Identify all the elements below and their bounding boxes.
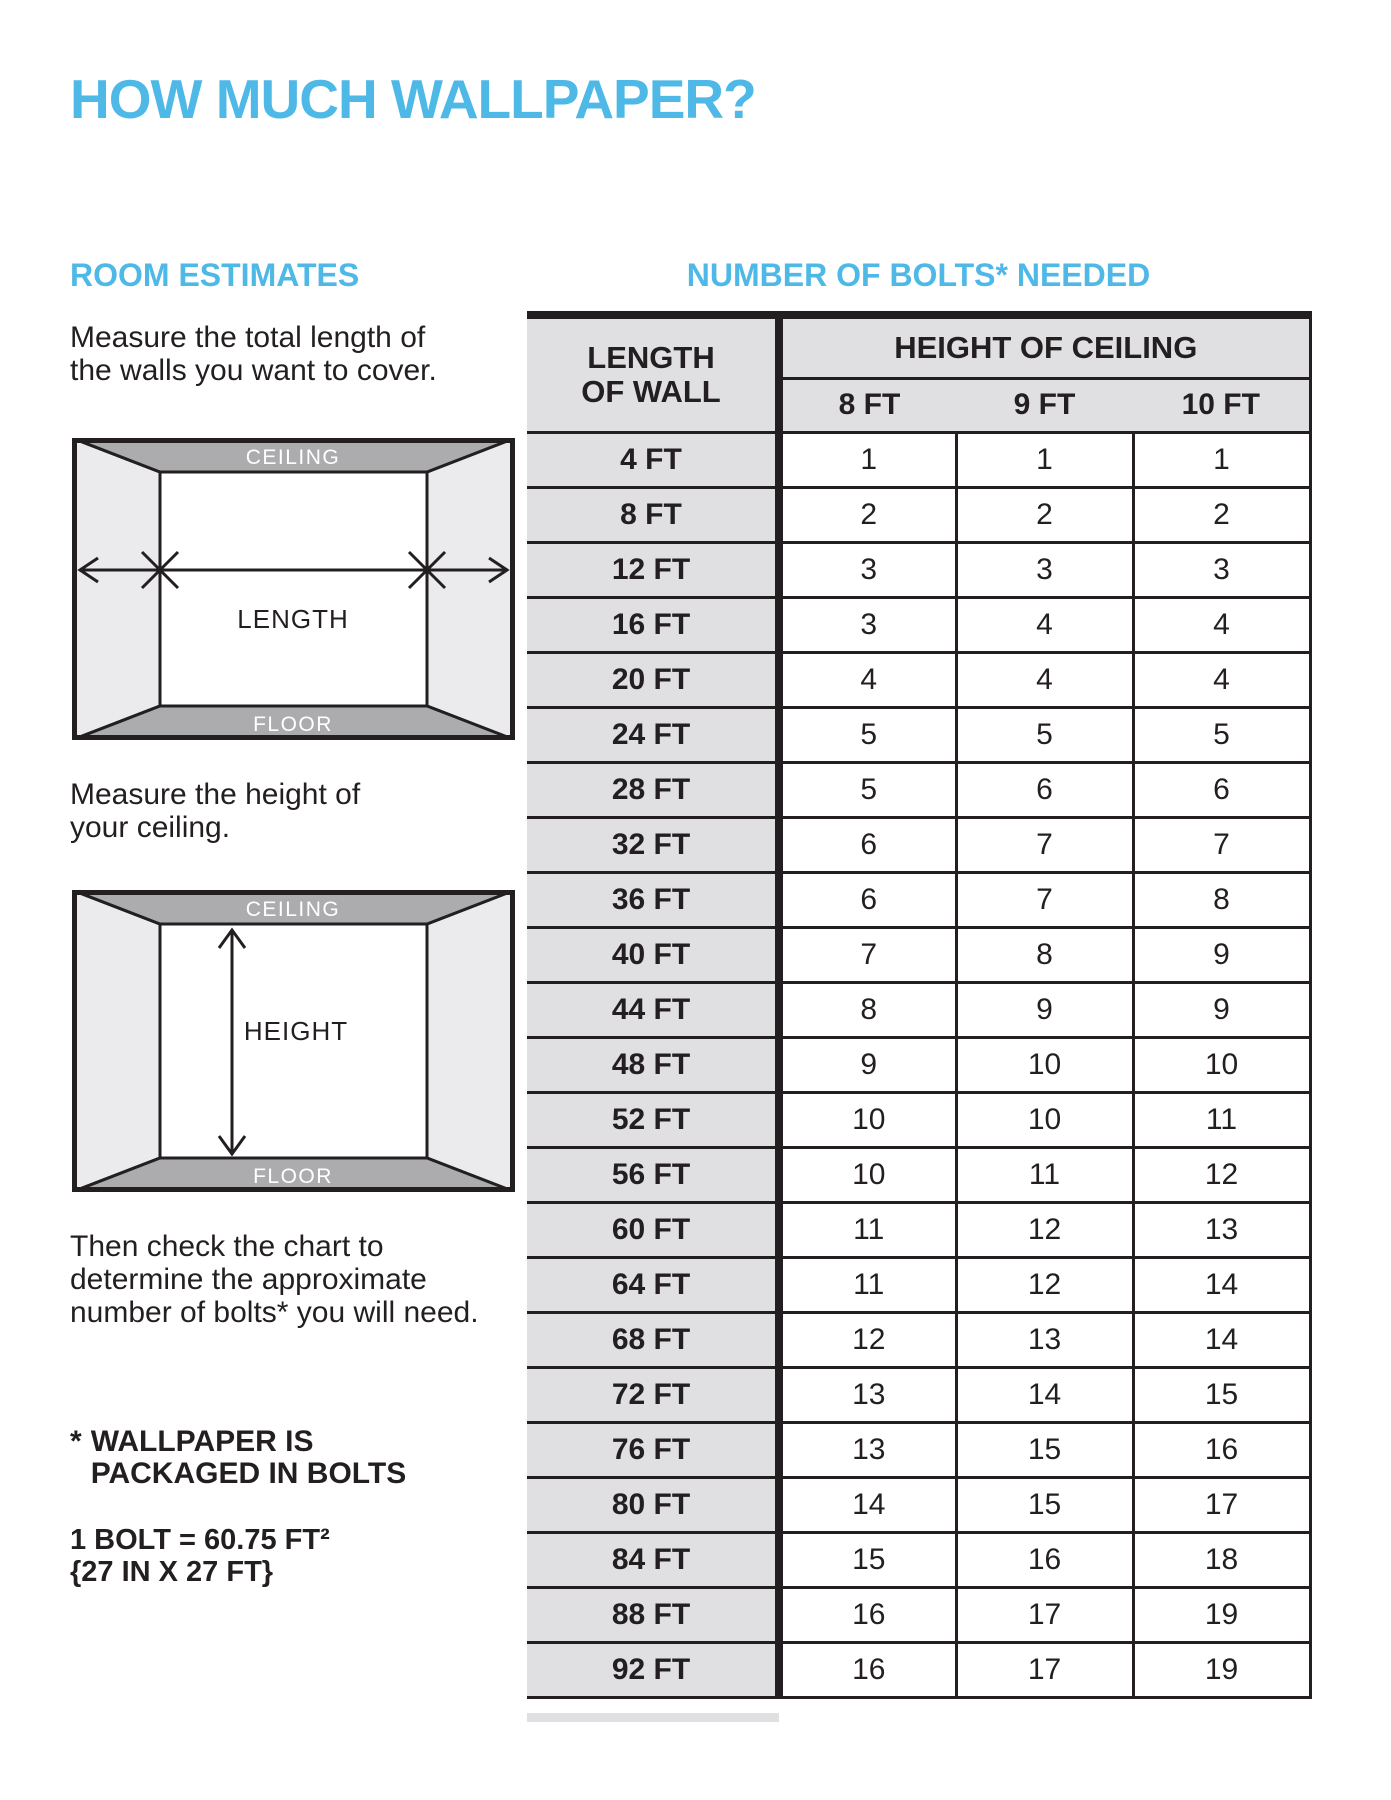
text-line: {27 IN X 27 FT} — [70, 1556, 274, 1588]
room-estimates-heading: ROOM ESTIMATES — [70, 257, 360, 293]
left-wall-panel — [72, 438, 160, 740]
row-label-cell: 12 FT — [527, 542, 779, 597]
footnote-asterisk: * — [70, 1425, 82, 1458]
value-cell: 16 — [779, 1587, 956, 1642]
row-label-cell: 48 FT — [527, 1037, 779, 1092]
value-cell: 3 — [779, 542, 956, 597]
value-cell: 2 — [779, 487, 956, 542]
text-line: Measure the height of — [70, 778, 361, 811]
row-label-cell: 80 FT — [527, 1477, 779, 1532]
value-cell: 18 — [1133, 1532, 1310, 1587]
ceiling-label: CEILING — [245, 898, 341, 921]
value-cell: 4 — [779, 652, 956, 707]
value-cell: 17 — [1133, 1477, 1310, 1532]
row-label-cell: 76 FT — [527, 1422, 779, 1477]
text-line: determine the approximate — [70, 1263, 427, 1296]
table-row — [527, 1587, 1310, 1642]
right-wall-panel — [427, 438, 515, 740]
table-row — [527, 1367, 1310, 1422]
value-cell: 9 — [779, 1037, 956, 1092]
value-cell: 11 — [779, 1257, 956, 1312]
value-cell: 17 — [956, 1642, 1133, 1697]
text-line: your ceiling. — [70, 811, 231, 844]
value-cell: 2 — [956, 487, 1133, 542]
value-cell: 13 — [779, 1422, 956, 1477]
table-row — [527, 982, 1310, 1037]
table-row — [527, 1037, 1310, 1092]
row-label-cell: 4 FT — [527, 432, 779, 487]
value-cell: 13 — [1133, 1202, 1310, 1257]
table-row — [527, 487, 1310, 542]
value-cell: 4 — [1133, 597, 1310, 652]
value-cell: 1 — [1133, 432, 1310, 487]
text-line: the walls you want to cover. — [70, 354, 437, 387]
value-cell: 14 — [956, 1367, 1133, 1422]
row-label-cell: 56 FT — [527, 1147, 779, 1202]
value-cell: 4 — [1133, 652, 1310, 707]
page-title: HOW MUCH WALLPAPER? — [70, 68, 756, 130]
value-cell: 10 — [779, 1147, 956, 1202]
value-cell: 5 — [1133, 707, 1310, 762]
header-row-group — [527, 315, 1310, 378]
row-label-cell: 40 FT — [527, 927, 779, 982]
row-label-cell: 52 FT — [527, 1092, 779, 1147]
value-cell: 15 — [956, 1422, 1133, 1477]
table-row — [527, 707, 1310, 762]
value-cell: 10 — [1133, 1037, 1310, 1092]
row-label-cell: 20 FT — [527, 652, 779, 707]
value-cell: 6 — [779, 872, 956, 927]
table-row — [527, 1147, 1310, 1202]
value-cell: 9 — [1133, 927, 1310, 982]
instruction-measure-height — [70, 778, 360, 844]
col-header-10ft: 10 FT — [1133, 378, 1310, 432]
table-row — [527, 432, 1310, 487]
length-label: LENGTH — [237, 604, 349, 634]
text-line: 1 BOLT = 60.75 FT² — [70, 1524, 330, 1556]
floor-label: FLOOR — [253, 713, 333, 736]
value-cell: 10 — [956, 1092, 1133, 1147]
value-cell: 6 — [956, 762, 1133, 817]
back-wall-panel — [160, 472, 427, 706]
value-cell: 5 — [779, 762, 956, 817]
value-cell: 4 — [956, 597, 1133, 652]
row-label-cell: 8 FT — [527, 487, 779, 542]
value-cell: 10 — [956, 1037, 1133, 1092]
value-cell: 19 — [1133, 1587, 1310, 1642]
table-row — [527, 597, 1310, 652]
text-line: Measure the total length of — [70, 321, 426, 354]
text-line: Then check the chart to — [70, 1230, 384, 1263]
value-cell: 12 — [779, 1312, 956, 1367]
value-cell: 7 — [956, 817, 1133, 872]
floor-label: FLOOR — [253, 1165, 333, 1188]
table-row — [527, 652, 1310, 707]
value-cell: 6 — [1133, 762, 1310, 817]
row-label-cell: 92 FT — [527, 1642, 779, 1697]
table-row — [527, 817, 1310, 872]
value-cell: 2 — [1133, 487, 1310, 542]
room-height-diagram — [72, 890, 515, 1192]
value-cell: 14 — [1133, 1312, 1310, 1367]
value-cell: 10 — [779, 1092, 956, 1147]
table-row — [527, 1202, 1310, 1257]
value-cell: 16 — [1133, 1422, 1310, 1477]
table-left-column-tab — [527, 1713, 779, 1722]
value-cell: 9 — [956, 982, 1133, 1037]
row-label-cell: 68 FT — [527, 1312, 779, 1367]
value-cell: 11 — [779, 1202, 956, 1257]
table-row — [527, 1422, 1310, 1477]
value-cell: 7 — [1133, 817, 1310, 872]
value-cell: 17 — [956, 1587, 1133, 1642]
value-cell: 5 — [956, 707, 1133, 762]
table-row — [527, 1532, 1310, 1587]
row-label-cell: 16 FT — [527, 597, 779, 652]
value-cell: 16 — [779, 1642, 956, 1697]
value-cell: 19 — [1133, 1642, 1310, 1697]
table-row — [527, 542, 1310, 597]
value-cell: 12 — [956, 1202, 1133, 1257]
table-header — [527, 315, 1310, 432]
value-cell: 15 — [956, 1477, 1133, 1532]
value-cell: 11 — [956, 1147, 1133, 1202]
value-cell: 3 — [779, 597, 956, 652]
row-label-cell: 60 FT — [527, 1202, 779, 1257]
instruction-measure-length — [70, 321, 437, 387]
row-label-cell: 32 FT — [527, 817, 779, 872]
value-cell: 14 — [1133, 1257, 1310, 1312]
table-body — [527, 432, 1310, 1697]
row-label-cell: 36 FT — [527, 872, 779, 927]
bolts-needed-heading: NUMBER OF BOLTS* NEEDED — [686, 257, 1151, 293]
value-cell: 14 — [779, 1477, 956, 1532]
text-line: PACKAGED IN BOLTS — [90, 1457, 407, 1490]
footnote-text — [91, 1426, 407, 1490]
value-cell: 1 — [956, 432, 1133, 487]
table-row — [527, 1092, 1310, 1147]
table-row — [527, 1642, 1310, 1697]
table-row — [527, 762, 1310, 817]
text-line: number of bolts* you will need. — [70, 1296, 479, 1329]
height-of-ceiling-header: HEIGHT OF CEILING — [779, 315, 1310, 378]
value-cell: 9 — [1133, 982, 1310, 1037]
value-cell: 5 — [779, 707, 956, 762]
row-label-cell: 64 FT — [527, 1257, 779, 1312]
value-cell: 1 — [779, 432, 956, 487]
value-cell: 12 — [1133, 1147, 1310, 1202]
col-header-9ft: 9 FT — [956, 378, 1133, 432]
value-cell: 7 — [956, 872, 1133, 927]
table-row — [527, 1312, 1310, 1367]
value-cell: 15 — [779, 1532, 956, 1587]
table-row — [527, 927, 1310, 982]
height-label: HEIGHT — [243, 1016, 349, 1046]
ceiling-label: CEILING — [245, 446, 341, 469]
text-line: LENGTH — [587, 339, 715, 375]
value-cell: 3 — [1133, 542, 1310, 597]
table-row — [527, 1257, 1310, 1312]
value-cell: 13 — [956, 1312, 1133, 1367]
bolts-table — [527, 311, 1312, 1699]
instruction-check-chart — [70, 1230, 479, 1329]
table-row — [527, 872, 1310, 927]
bolt-size-info — [70, 1524, 330, 1588]
room-length-diagram — [72, 438, 515, 740]
value-cell: 4 — [956, 652, 1133, 707]
text-line: WALLPAPER IS — [90, 1425, 314, 1458]
value-cell: 13 — [779, 1367, 956, 1422]
value-cell: 15 — [1133, 1367, 1310, 1422]
wallpaper-footnote — [70, 1426, 406, 1490]
value-cell: 8 — [956, 927, 1133, 982]
value-cell: 11 — [1133, 1092, 1310, 1147]
row-label-cell: 28 FT — [527, 762, 779, 817]
row-label-cell: 88 FT — [527, 1587, 779, 1642]
value-cell: 8 — [779, 982, 956, 1037]
value-cell: 8 — [1133, 872, 1310, 927]
table-row — [527, 1477, 1310, 1532]
value-cell: 12 — [956, 1257, 1133, 1312]
right-wall-panel — [427, 890, 515, 1192]
row-label-cell: 24 FT — [527, 707, 779, 762]
col-header-8ft: 8 FT — [779, 378, 956, 432]
length-of-wall-header — [527, 315, 779, 432]
value-cell: 7 — [779, 927, 956, 982]
row-label-cell: 84 FT — [527, 1532, 779, 1587]
left-wall-panel — [72, 890, 160, 1192]
row-label-cell: 44 FT — [527, 982, 779, 1037]
row-label-cell: 72 FT — [527, 1367, 779, 1422]
value-cell: 6 — [779, 817, 956, 872]
text-line: OF WALL — [581, 373, 721, 409]
value-cell: 16 — [956, 1532, 1133, 1587]
value-cell: 3 — [956, 542, 1133, 597]
